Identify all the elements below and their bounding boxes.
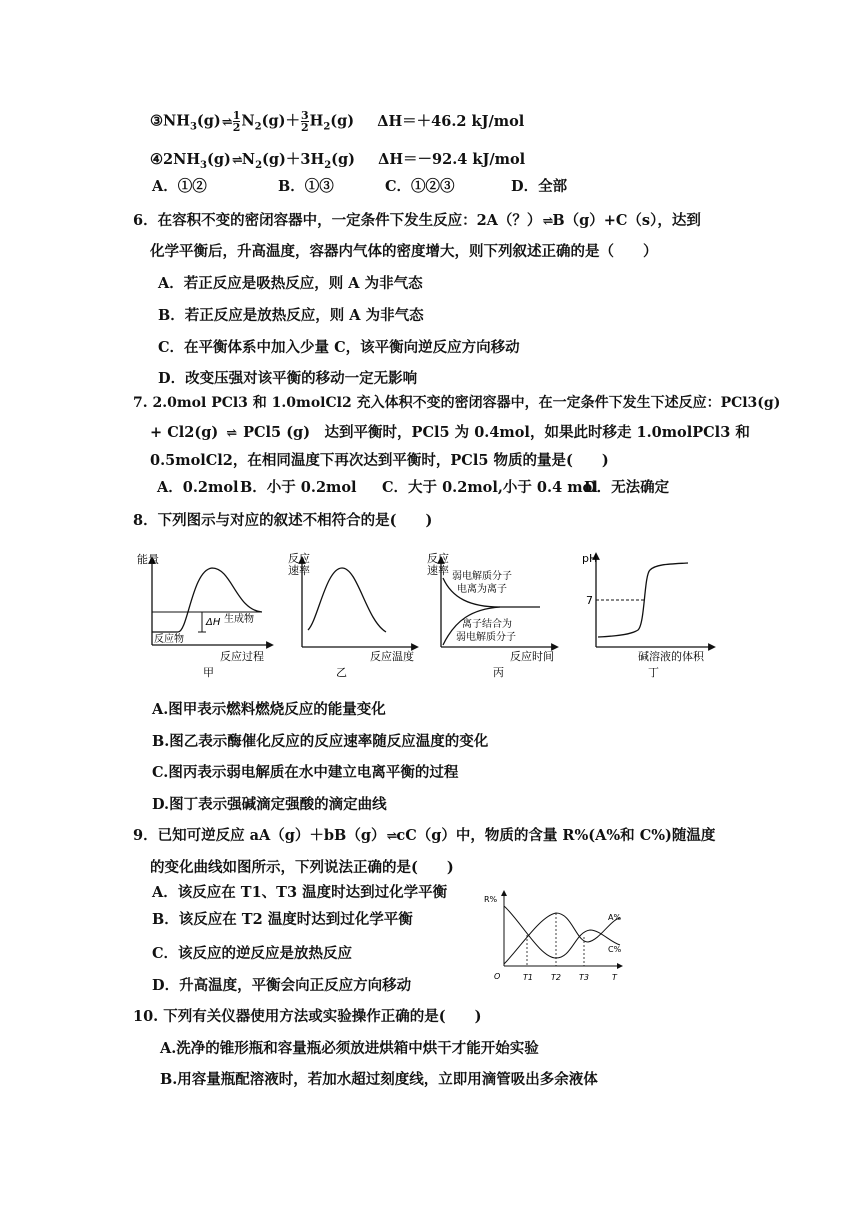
jia-caption: 甲	[203, 666, 214, 679]
ding-xlabel: 碱溶液的体积	[638, 650, 704, 663]
q10-stem: 10. 下列有关仪器使用方法或实验操作正确的是( )	[133, 1008, 482, 1025]
q6-option-b: B．若正反应是放热反应，则 A 为非气态	[158, 307, 424, 324]
q9-t1: T1	[523, 973, 533, 982]
bing-caption: 丙	[493, 666, 504, 679]
q9-t2: T2	[551, 973, 561, 982]
graph-yi	[288, 551, 415, 679]
q9-c-label: C%	[608, 945, 622, 954]
q9-stem-line2: 的变化曲线如图所示，下列说法正确的是( )	[150, 859, 454, 876]
jia-xlabel: 反应过程	[220, 650, 264, 663]
eq3-enthalpy: ΔH＝＋46.2 kJ/mol	[377, 112, 525, 130]
q6-stem-line2: 化学平衡后，升高温度，容器内气体的密度增大，则下列叙述正确的是（ ）	[150, 243, 658, 260]
q10-option-a: A.洗净的锥形瓶和容量瓶必须放进烘箱中烘干才能开始实验	[160, 1040, 539, 1057]
q9-option-c: C．该反应的逆反应是放热反应	[152, 945, 353, 962]
equilibrium-arrow-icon: ⇌	[386, 829, 396, 844]
q9-graph	[484, 893, 622, 982]
q8-option-d: D.图丁表示强碱滴定强酸的滴定曲线	[152, 796, 387, 813]
ding-caption: 丁	[648, 666, 659, 679]
equilibrium-arrow-icon: ⇌	[542, 214, 552, 229]
bing-xlabel: 反应时间	[510, 650, 554, 663]
q9-option-a: A．该反应在 T1、T3 温度时达到过化学平衡	[152, 884, 448, 901]
q5-option-a: A．①②	[152, 178, 207, 195]
equilibrium-arrow-icon: ⇌	[221, 114, 231, 130]
yi-ylabel: 反应速率	[288, 552, 310, 577]
q6-stem-line1: 6．在容积不变的密闭容器中，一定条件下发生反应：2A（？）⇌B（g）+C（s），达到	[133, 211, 701, 232]
bing-lower-label-2: 弱电解质分子	[456, 632, 516, 643]
ding-tick-7: 7	[586, 594, 593, 607]
ding-ylabel: pH	[582, 552, 598, 565]
eq4-enthalpy: ΔH＝－92.4 kJ/mol	[378, 151, 526, 168]
q5-option-c: C．①②③	[385, 178, 455, 195]
bing-upper-label-1: 弱电解质分子	[452, 571, 512, 582]
q9-t: T	[612, 973, 617, 982]
q9-origin: O	[494, 972, 501, 981]
equilibrium-arrow-icon: ⇌	[226, 426, 236, 441]
bing-lower-label-1: 离子结合为	[462, 619, 512, 630]
q9-option-d: D．升高温度，平衡会向正反应方向移动	[152, 977, 412, 994]
q8-option-b: B.图乙表示酶催化反应的反应速率随反应温度的变化	[152, 733, 489, 750]
yi-curve	[308, 568, 386, 632]
jia-dh: ΔH	[206, 617, 221, 628]
graph-ding	[582, 552, 712, 679]
q7-option-a: A．0.2mol	[157, 479, 239, 496]
jia-reactant-label: 反应物	[154, 634, 184, 645]
jia-product-label: 生成物	[224, 614, 254, 625]
q7-stem-line1: 7. 2.0mol PCl3 和 1.0molCl2 充入体积不变的密闭容器中，在一定条件下发生下述反应：PCl3(g)	[133, 395, 781, 411]
equilibrium-arrow-icon: ⇌	[231, 153, 241, 168]
q6-option-a: A．若正反应是吸热反应，则 A 为非气态	[158, 275, 423, 292]
q6-option-c: C．在平衡体系中加入少量 C，该平衡向逆反应方向移动	[158, 339, 520, 356]
q7-stem-line2: + Cl2(g) ⇌ PCl5 (g) 达到平衡时，PCl5 为 0.4mol，如果此时移走 1.0molPCl3 和	[150, 423, 750, 444]
q9-stem-line1: 9．已知可逆反应 aA（g）＋bB（g）⇌cC（g）中，物质的含量 R%(A%和 C%)随温度	[133, 826, 715, 847]
q6-option-d: D．改变压强对该平衡的移动一定无影响	[158, 370, 418, 387]
q9-t3: T3	[579, 973, 589, 982]
fraction-half: $\frac{1}{2}$	[232, 109, 241, 134]
q8-stem: 8．下列图示与对应的叙述不相符合的是( )	[133, 512, 433, 529]
equation-4: $④2NH_3(g)\rightleftharpoons N_2(g)+3H_2(g)$ ΔH＝－92.4 kJ/mol	[150, 151, 526, 171]
q7-stem-line3: 0.5molCl2，在相同温度下再次达到平衡时，PCl5 物质的量是( )	[150, 452, 609, 469]
fraction-three-halves: $\frac{3}{2}$	[300, 109, 309, 134]
equation-3: $③NH_3(g)\rightleftharpoons$ $\frac{1}{2}$ $N_2(g)+$ $\frac{3}{2}$ $H_2(g)$ ΔH＝＋46.2 kJ/mol	[150, 109, 525, 134]
bing-ylabel: 反应速率	[427, 552, 449, 577]
q9-ylabel: R%	[484, 895, 498, 904]
q7-option-d: D．无法确定	[584, 479, 670, 496]
q9-a-label: A%	[608, 913, 622, 922]
yi-xlabel: 反应温度	[370, 650, 414, 663]
q5-option-b: B．①③	[278, 178, 334, 195]
yi-caption: 乙	[336, 666, 347, 679]
graph-jia	[137, 552, 270, 679]
bing-upper-label-2: 电离为离子	[457, 584, 507, 595]
eq3-start: ③NH	[150, 112, 190, 130]
graph-bing	[427, 551, 555, 679]
q7-option-c: C．大于 0.2mol,小于 0.4 mol	[382, 479, 598, 496]
eq3-a: (g)	[196, 112, 221, 130]
q5-option-d: D．全部	[511, 178, 568, 195]
jia-ylabel: 能量	[137, 553, 159, 566]
q8-option-a: A.图甲表示燃料燃烧反应的能量变化	[152, 701, 386, 718]
q10-option-b: B.用容量瓶配溶液时，若加水超过刻度线，立即用滴管吸出多余液体	[160, 1071, 598, 1088]
q8-option-c: C.图丙表示弱电解质在水中建立电离平衡的过程	[152, 764, 459, 781]
q9-option-b: B．该反应在 T2 温度时达到过化学平衡	[152, 911, 413, 928]
q7-option-b: B．小于 0.2mol	[240, 479, 357, 496]
